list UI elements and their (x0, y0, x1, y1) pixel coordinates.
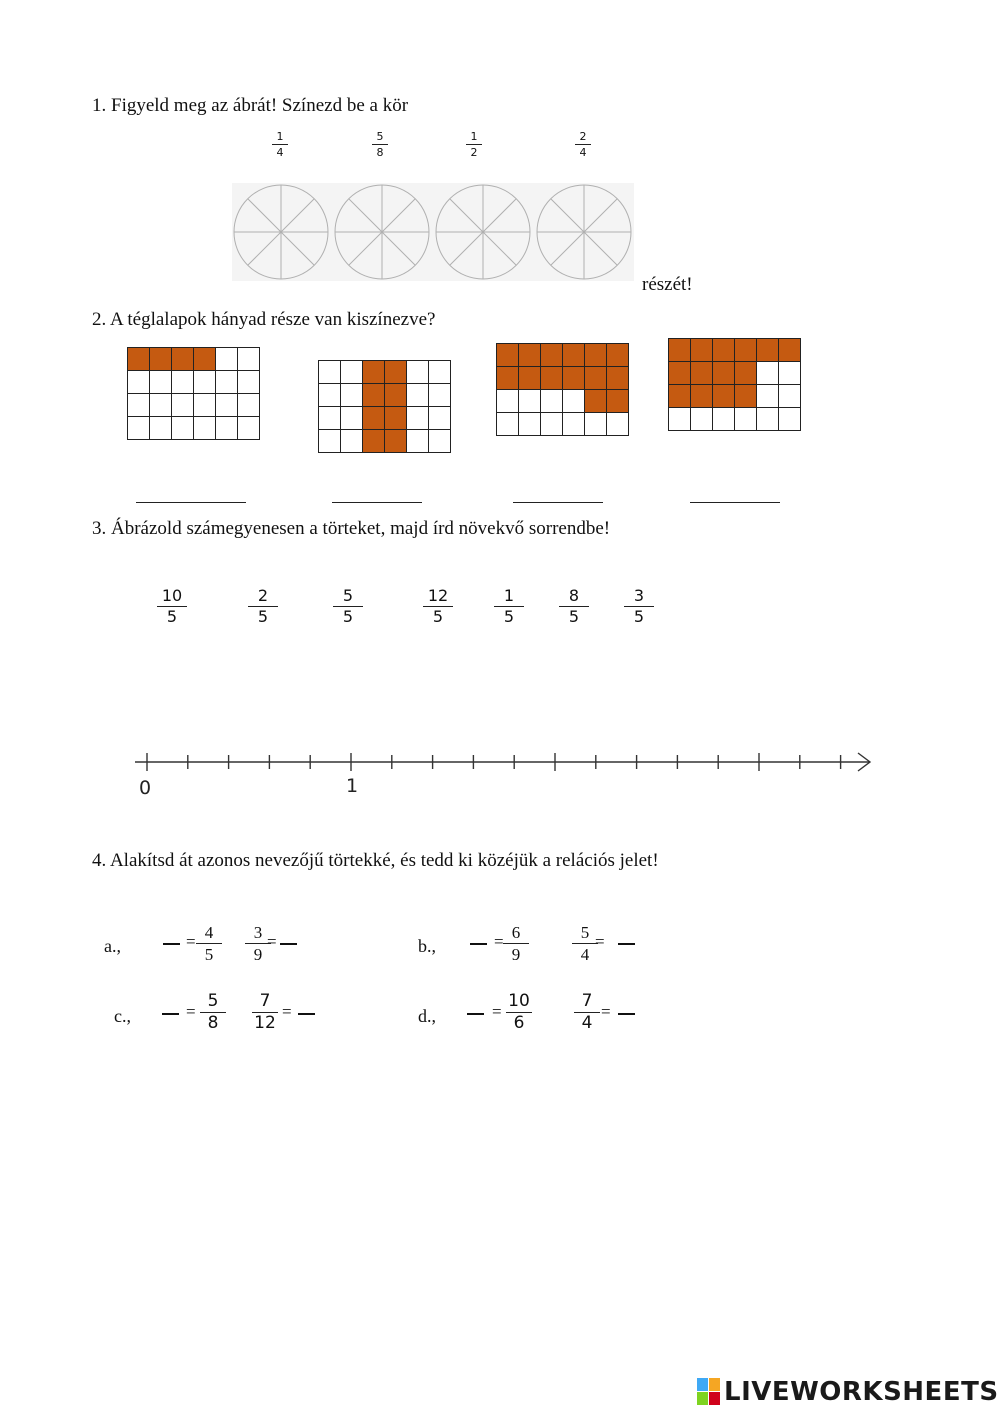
blank-numerator[interactable] (618, 1013, 635, 1015)
item-a-label: a., (104, 936, 121, 956)
denominator: 5 (633, 607, 645, 626)
answer-blank-3[interactable] (513, 502, 603, 503)
fraction-4-5 (196, 924, 222, 963)
denominator: 6 (513, 1013, 525, 1033)
fraction-10-6 (506, 993, 532, 1032)
denominator: 4 (581, 1013, 593, 1033)
fraction-1-2 (466, 131, 482, 158)
numerator: 5 (342, 586, 354, 605)
numerator: 1 (503, 586, 515, 605)
numerator: 5 (376, 130, 384, 143)
liveworksheets-brand: LIVEWORKSHEETS (724, 1377, 999, 1407)
question-3-text: 3. Ábrázold számegyenesen a törteket, majd írd növekvő sorrendbe! (92, 518, 611, 539)
numerator: 8 (568, 586, 580, 605)
fraction-3-5[interactable] (624, 588, 654, 625)
axis-label-one: 1 (346, 775, 359, 797)
numerator: 6 (511, 923, 521, 942)
denominator: 5 (204, 945, 214, 964)
denominator: 4 (579, 146, 587, 159)
fraction-10-5[interactable] (157, 588, 187, 625)
answer-blank-1[interactable] (136, 502, 246, 503)
answer-blank-2[interactable] (332, 502, 422, 503)
blank-numerator[interactable] (163, 943, 180, 945)
denominator: 8 (376, 146, 384, 159)
denominator: 9 (253, 945, 263, 964)
denominator: 2 (470, 146, 478, 159)
equals-sign: = (186, 932, 196, 951)
equals-sign: = (595, 932, 605, 951)
denominator: 4 (276, 146, 284, 159)
number-line[interactable] (130, 745, 880, 800)
item-d-label: d., (418, 1006, 436, 1026)
denominator: 4 (580, 945, 590, 964)
denominator: 5 (432, 607, 444, 626)
denominator: 5 (342, 607, 354, 626)
rectangle-grid-3 (496, 343, 629, 436)
denominator: 5 (568, 607, 580, 626)
blank-numerator[interactable] (467, 1013, 484, 1015)
blank-numerator[interactable] (162, 1013, 179, 1015)
numerator: 1 (276, 130, 284, 143)
equals-sign: = (494, 932, 504, 951)
blank-numerator[interactable] (280, 943, 297, 945)
numerator: 3 (633, 586, 645, 605)
equals-sign: = (601, 1002, 611, 1021)
circle-diagrams[interactable] (232, 183, 634, 281)
denominator: 9 (511, 945, 521, 964)
equals-sign: = (267, 932, 277, 951)
numerator: 10 (161, 586, 183, 605)
blank-numerator[interactable] (470, 943, 487, 945)
fraction-6-9 (503, 924, 529, 963)
numerator: 4 (204, 923, 214, 942)
numerator: 3 (253, 923, 263, 942)
rectangle-grid-4 (668, 338, 801, 431)
fraction-1-4 (272, 131, 288, 158)
numerator: 5 (207, 991, 219, 1011)
rectangle-grid-2 (318, 360, 451, 453)
blank-numerator[interactable] (298, 1013, 315, 1015)
numerator: 7 (259, 991, 271, 1011)
fraction-1-5[interactable] (494, 588, 524, 625)
question-4-text: 4. Alakítsd át azonos nevezőjű törtekké, és tedd ki közéjük a relációs jelet! (92, 850, 659, 871)
answer-blank-4[interactable] (690, 502, 780, 503)
axis-label-zero: 0 (139, 777, 152, 799)
numerator: 2 (579, 130, 587, 143)
numerator: 5 (580, 923, 590, 942)
item-b-label: b., (418, 936, 436, 956)
liveworksheets-logo-icon (697, 1378, 721, 1406)
denominator: 12 (254, 1013, 276, 1033)
numerator: 12 (427, 586, 449, 605)
item-c-label: c., (114, 1006, 131, 1026)
fraction-5-8 (372, 131, 388, 158)
fraction-7-12 (252, 993, 278, 1032)
blank-numerator[interactable] (618, 943, 635, 945)
equals-sign: = (492, 1002, 502, 1021)
fraction-2-4 (575, 131, 591, 158)
numerator: 2 (257, 586, 269, 605)
denominator: 5 (257, 607, 269, 626)
denominator: 8 (207, 1013, 219, 1033)
fraction-12-5[interactable] (423, 588, 453, 625)
fraction-5-8 (200, 993, 226, 1032)
rectangle-grid-1 (127, 347, 260, 440)
numerator: 10 (508, 991, 530, 1011)
fraction-7-4 (574, 993, 600, 1032)
question-2-text: 2. A téglalapok hányad része van kiszínezve? (92, 309, 436, 330)
question-1-text: 1. Figyeld meg az ábrát! Színezd be a kör (92, 95, 409, 116)
numerator: 1 (470, 130, 478, 143)
equals-sign: = (282, 1002, 292, 1021)
numerator: 7 (581, 991, 593, 1011)
fraction-2-5[interactable] (248, 588, 278, 625)
denominator: 5 (503, 607, 515, 626)
fraction-8-5[interactable] (559, 588, 589, 625)
equals-sign: = (186, 1002, 196, 1021)
fraction-5-5[interactable] (333, 588, 363, 625)
question-1-suffix: részét! (642, 274, 693, 295)
denominator: 5 (166, 607, 178, 626)
